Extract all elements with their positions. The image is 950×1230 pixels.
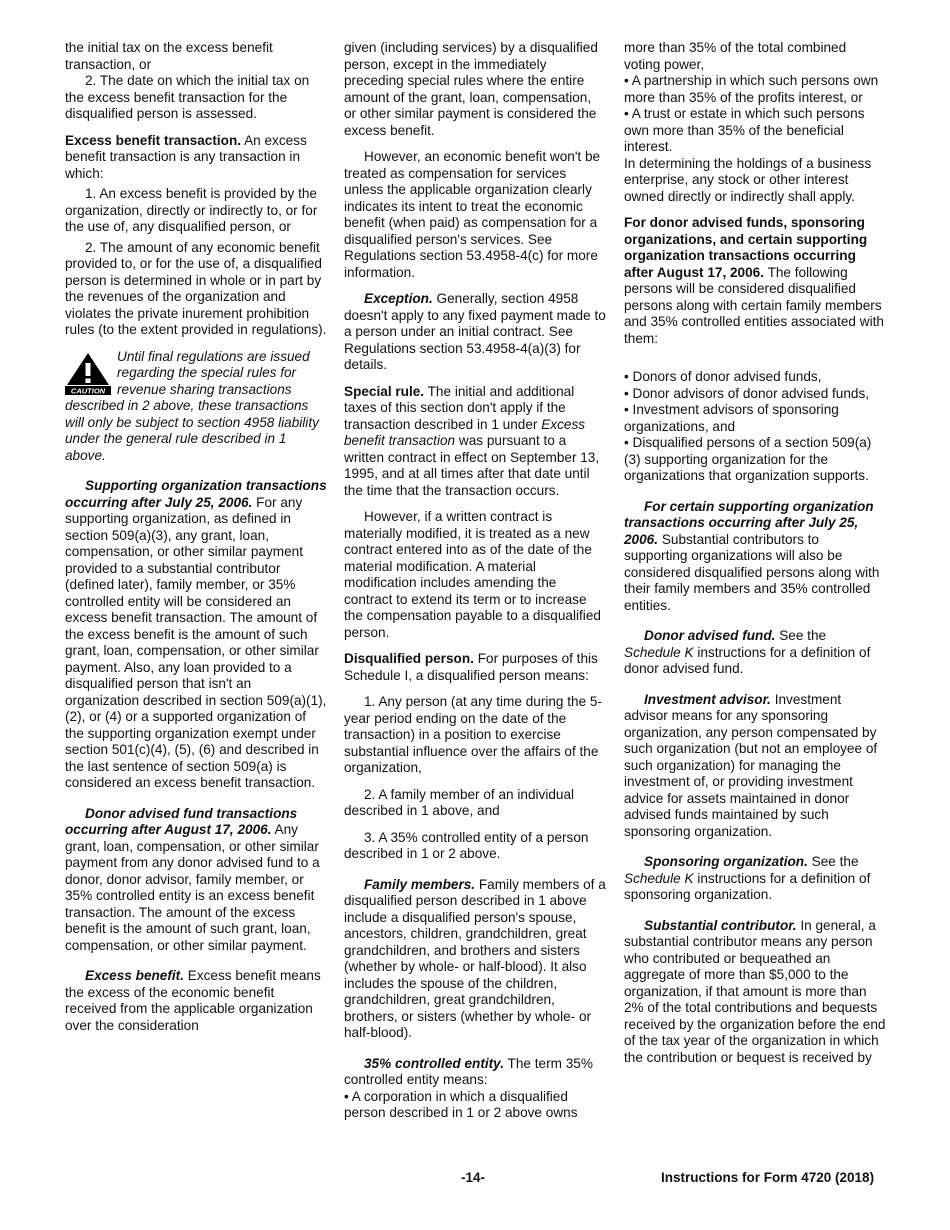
text-italic: Excess benefit transaction — [344, 416, 586, 448]
caution-note — [65, 349, 327, 465]
section-supporting-organization — [65, 478, 327, 792]
caution-icon — [65, 351, 111, 395]
column-middle — [344, 40, 606, 1122]
text: Substantial contributors to supporting organizations will also be considered disqualified persons along with their family members and 35% controlled entities. — [624, 531, 880, 613]
paragraph: 2. The date on which the initial tax on the excess benefit transaction for the disqualified person is assessed. — [65, 73, 310, 121]
text: Donor advisors of donor advised funds, — [632, 385, 870, 401]
text: A partnership in which such persons own more than 35% of the profits interest, or — [624, 73, 879, 105]
heading: Investment advisor. — [644, 691, 771, 707]
list-item: 2. A family member of an individual described in 1 above, and — [344, 786, 575, 818]
section-excess-benefit — [65, 968, 327, 1034]
heading: Excess benefit transaction. — [65, 132, 242, 148]
bullet-item — [624, 106, 886, 156]
heading: Substantial contributor. — [644, 917, 797, 933]
paragraph: However, an economic benefit won't be treated as compensation for services unless the applicable organization clearly indicates its intent to treat the economic benefit (when paid) as compensation for a disqualified person's services. See Regulations section 53.4958-4(c) for more information. — [344, 149, 601, 280]
text-italic: Schedule K — [624, 644, 694, 660]
column-left — [65, 40, 327, 1044]
text: Generally, section 4958 doesn't apply to any fixed payment made to a person under an initial contract. See Regulations section 53.4958-4(a)(3) for details. — [344, 291, 606, 372]
text: See the — [811, 854, 859, 869]
bullet-icon: • — [344, 1088, 349, 1104]
section-donor-advised-fund — [624, 628, 886, 678]
text: Investment advisors of sponsoring organizations, and — [624, 402, 839, 434]
heading: Excess benefit. — [85, 968, 184, 983]
text: In general, a substantial contributor means any person who contributed or bequeathed an aggregate of more than $5,000 to the organization, if that amount is more than 2% of the total contributions and bequests received by the organization before the end of the tax year of the organization in which the contribution or bequest is received by — [624, 917, 886, 1065]
text-italic: Schedule K — [624, 870, 694, 886]
section-substantial-contributor — [624, 918, 886, 1067]
heading: For donor advised funds, sponsoring organizations, and certain supporting organization transactions occurring after August 17, 2006. — [624, 215, 868, 280]
text: Donors of donor advised funds, — [632, 369, 822, 384]
text: For any supporting organization, as defined in section 509(a)(3), any grant, loan, compensation, or other similar payment provided to a substantial contributor (defined later), family member, or 35% controlled entity will be considered an excess benefit transaction. The amount of the excess benefit is the amount of such grant, loan, compensation, or other similar payment. Also, any loan provided to a disqualified person that isn't an organization described in section 509(a)(1), (2), or (4) or a supported organization of the supporting organization exempt under section 501(c)(4), (5), (6) and described in the last sentence of section 509(a) is considered an excess benefit transaction. — [65, 494, 327, 790]
text: See the — [779, 628, 827, 643]
text: Family members of a disqualified person described in 1 above include a disqualified person's spouse, ancestors, children, grandchildren, great grandchildren, and brothers and sisters (whether by whole- or half-blood). It also includes the spouse of the children, grandchildren, great grandchildren, brothers, or sisters (whether by whole- or half-blood). — [344, 876, 606, 1040]
bullet-icon: • — [624, 73, 629, 88]
paragraph: However, if a written contract is materially modified, it is treated as a new contract entered into as of the date of the material modification. A material modification includes amending the contract to extend its term or to increase the compensation payable to a disqualified person. — [344, 509, 601, 640]
section-investment-advisor — [624, 692, 886, 841]
text: For purposes of this Schedule I, a disqualified person means: — [344, 651, 598, 683]
section-donor-advised-funds — [624, 215, 886, 347]
section-disqualified-person — [344, 651, 606, 684]
heading: Donor advised fund transactions occurring after August 17, 2006. — [65, 805, 298, 837]
heading: Family members. — [364, 876, 476, 892]
section-sponsoring-organization — [624, 854, 886, 904]
heading: Disqualified person. — [344, 651, 474, 666]
paragraph: In determining the holdings of a business enterprise, any stock or other interest owned directly or indirectly shall apply. — [624, 155, 872, 204]
heading: Special rule. — [344, 383, 425, 399]
section-special-rule — [344, 384, 606, 500]
heading: 35% controlled entity. — [364, 1055, 504, 1071]
caution-text-continued: described in 2 above, these transactions will only be subject to section 4958 liability under the general rule described in 1 above. — [65, 398, 319, 463]
bullet-item — [624, 435, 886, 485]
text: instructions for a definition of sponsoring organization. — [624, 870, 871, 902]
section-35-controlled-entity — [344, 1056, 606, 1089]
heading: Exception. — [364, 291, 433, 306]
column-right — [624, 40, 886, 1076]
text: Excess benefit means the excess of the economic benefit received from the applicable organization over the consideration — [65, 968, 321, 1033]
list-item: 2. The amount of any economic benefit provided to, or for the use of, a disqualified person is determined in whole or in part by the revenues of the organization and violates the private inurement prohibition rules (to the extent provided in regulations). — [65, 239, 327, 337]
bullet-icon: • — [624, 402, 629, 417]
paragraph: the initial tax on the excess benefit transaction, or — [65, 40, 273, 72]
section-certain-supporting-organization — [624, 499, 886, 615]
bullet-item — [344, 1089, 606, 1122]
heading: Donor advised fund. — [644, 628, 776, 643]
text: The following persons will be considered disqualified persons along with certain family members and 35% controlled entities associated with them: — [624, 264, 884, 346]
text: instructions for a definition of donor advised fund. — [624, 644, 871, 676]
section-family-members — [344, 877, 606, 1042]
text: A trust or estate in which such persons own more than 35% of the beneficial interest. — [624, 106, 865, 154]
bullet-icon: • — [624, 106, 629, 121]
section-donor-advised-fund-transactions — [65, 806, 327, 955]
text: The term 35% controlled entity means: — [344, 1055, 593, 1087]
page-number: -14- — [461, 1170, 486, 1185]
bullet-icon: • — [624, 369, 629, 384]
bullet-item — [624, 402, 886, 435]
bullet-icon: • — [624, 435, 629, 450]
paragraph: more than 35% of the total combined voting power, — [624, 40, 847, 72]
list-item: 3. A 35% controlled entity of a person described in 1 or 2 above. — [344, 829, 589, 861]
heading: For certain supporting organization transactions occurring after July 25, 2006. — [624, 498, 874, 547]
text: A corporation in which a disqualified person described in 1 or 2 above owns — [344, 1088, 578, 1120]
section-excess-benefit-transaction — [65, 133, 327, 183]
heading: Sponsoring organization. — [644, 854, 808, 869]
text: Investment advisor means for any sponsoring organization, any person compensated by such organization (but not an employee of such organization) for managing the investment of, or providing investment advice for assets maintained in donor advised funds maintained by such sponsoring organization. — [624, 691, 878, 839]
list-item: 1. An excess benefit is provided by the organization, directly or indirectly to, or for the use of, any disqualified person, or — [65, 186, 318, 234]
footer-title: Instructions for Form 4720 (2018) — [661, 1170, 875, 1185]
section-exception — [344, 291, 606, 374]
bullet-item — [624, 73, 886, 106]
bullet-item — [624, 386, 886, 403]
text: The initial and additional taxes of this section don't apply if the transaction described in 1 under — [344, 383, 575, 432]
list-item: 1. Any person (at any time during the 5-year period ending on the date of the transaction) in a position to exercise substantial influence over the affairs of the organization, — [344, 694, 603, 775]
bullet-icon: • — [624, 385, 629, 401]
paragraph: given (including services) by a disqualified person, except in the immediately preceding special rules where the entire amount of the grant, loan, compensation, or other similar payment is considered the excess benefit. — [344, 40, 598, 138]
caution-text: Until final regulations are issued regarding the special rules for revenue sharing transactions — [117, 348, 310, 397]
caution-label: CAUTION — [70, 386, 106, 395]
text: Disqualified persons of a section 509(a)(3) supporting organization for the organizations that organization supports. — [624, 435, 872, 483]
text: Any grant, loan, compensation, or other similar payment from any donor advised fund to a donor, donor advisor, family member, or 35% controlled entity is an excess benefit transaction. The amount of the excess benefit is the amount of such grant, loan, compensation, or other similar payment. — [65, 822, 320, 953]
text: An excess benefit transaction is any transaction in which: — [65, 132, 307, 181]
text: was pursuant to a written contract in effect on September 13, 1995, and at all times after that date until the time that the transaction occurs. — [344, 433, 600, 498]
heading: Supporting organization transactions occurring after July 25, 2006. — [65, 478, 327, 510]
bullet-item — [624, 369, 886, 386]
